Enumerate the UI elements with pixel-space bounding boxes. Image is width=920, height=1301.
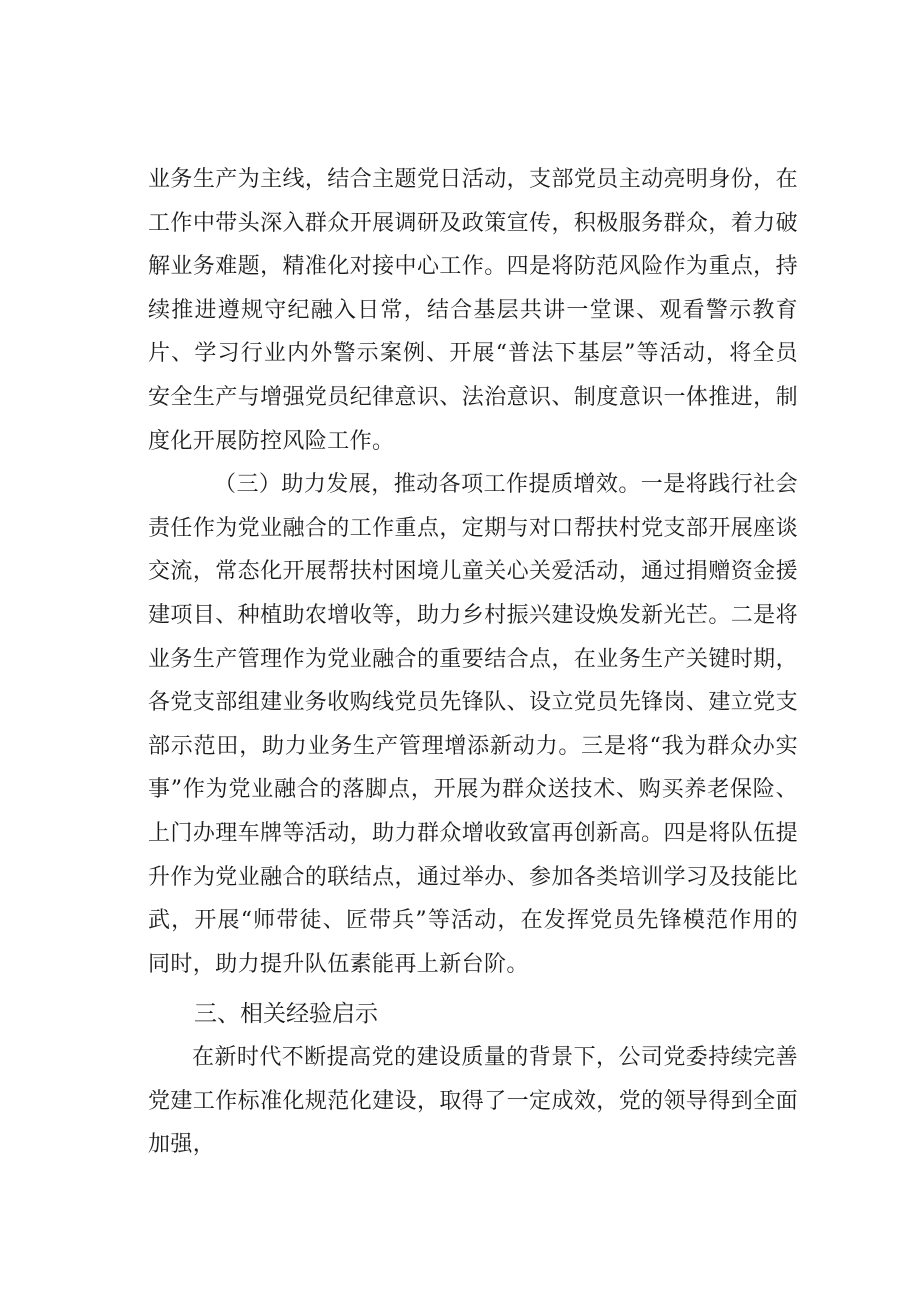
section-heading: 三、相关经验启示	[194, 1001, 378, 1028]
body-paragraph-closing: 在新时代不断提高党的建设质量的背景下，公司党委持续完善党建工作标准化规范化建设，取得了一定成效，党的领导得到全面加强，	[148, 1045, 798, 1158]
body-paragraph-continued: 业务生产为主线，结合主题党日活动，支部党员主动亮明身份，在工作中带头深入群众开展调研及政策宣传，积极服务群众，着力破解业务难题，精准化对接中心工作。四是将防范风险作为重点，持续推进遵规守纪融入日常，结合基层共讲一堂课、观看警示教育片、学习行业内外警示案例、开展“普法下基层”等活动，将全员安全生产与增强党员纪律意识、法治意识、制度意识一体推进，制度化开展防控风险工作。	[148, 167, 798, 454]
document-page	[148, 158, 798, 1167]
body-paragraph-section-three: （三）助力发展，推动各项工作提质增效。一是将践行社会责任作为党业融合的工作重点，定期与对口帮扶村党支部开展座谈交流，常态化开展帮扶村困境儿童关心关爱活动，通过捐赠资金援建项目、种植助农增收等，助力乡村振兴建设焕发新光芒。二是将业务生产管理作为党业融合的重要结合点，在业务生产关键时期，各党支部组建业务收购线党员先锋队、设立党员先锋岗、建立党支部示范田，助力业务生产管理增添新动力。三是将“我为群众办实事”作为党业融合的落脚点，开展为群众送技术、购买养老保险、上门办理车牌等活动，助力群众增收致富再创新高。四是将队伍提升作为党业融合的联结点，通过举办、参加各类培训学习及技能比武，开展“师带徒、匠带兵”等活动，在发挥党员先锋模范作用的同时，助力提升队伍素能再上新台阶。	[148, 472, 798, 977]
